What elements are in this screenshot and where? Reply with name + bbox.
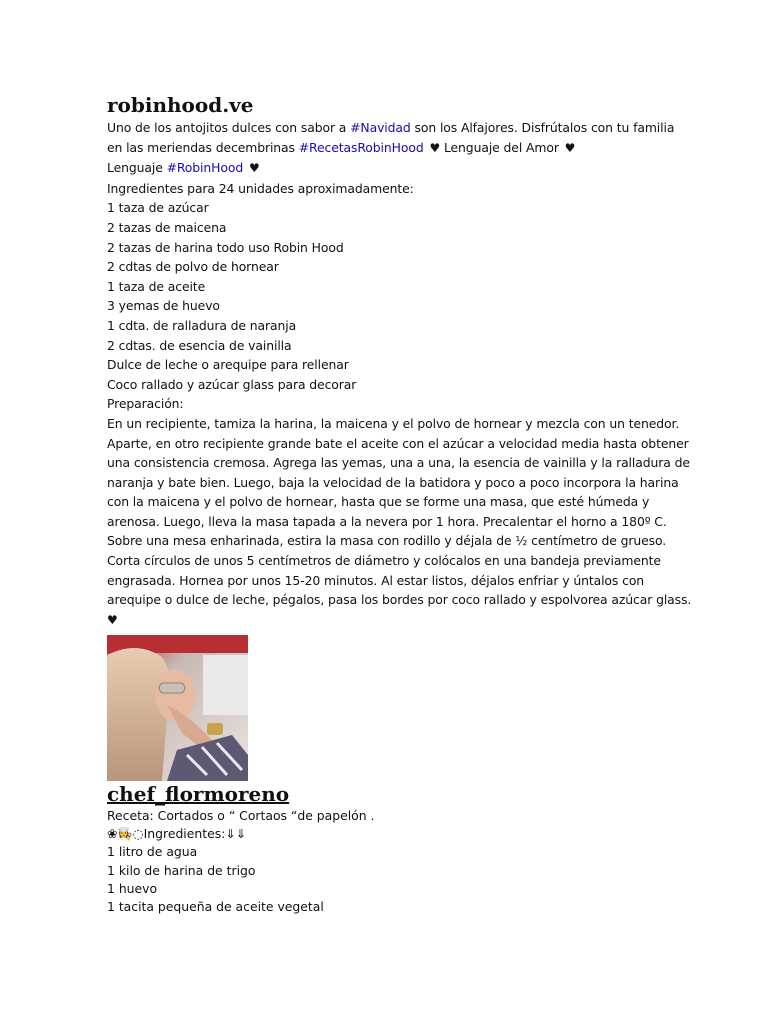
author-username-link[interactable]: chef_flormoreno	[107, 782, 290, 806]
caption-text: Uno de los antojitos dulces con sabor a	[107, 120, 351, 135]
ingredient-item: 2 cdtas de polvo de hornear	[107, 259, 279, 275]
ingredient-item: 1 cdta. de ralladura de naranja	[107, 317, 297, 333]
caption-text: en las meriendas decembrinas	[107, 139, 299, 155]
caption-line-2	[107, 138, 667, 159]
ingredients-label: Ingredientes:⇓⇓	[143, 826, 247, 842]
ingredient-item: 3 yemas de huevo	[107, 298, 220, 314]
post2-caption	[107, 807, 667, 916]
post-caption	[107, 118, 692, 630]
ingredient-item: 1 litro de agua	[107, 844, 198, 860]
ingredient-item: 1 kilo de harina de trigo	[107, 862, 256, 878]
caption-line-1	[107, 118, 675, 138]
post-title: robinhood.ve	[107, 93, 254, 117]
recipe-post-chef	[107, 635, 667, 916]
caption-text: Lenguaje del Amor	[440, 139, 563, 155]
caption-text: Lenguaje	[107, 160, 167, 176]
preparation-line: Aparte, en otro recipiente grande bate el aceite con el azúcar a velocidad media hasta obtener	[107, 435, 689, 451]
ingredient-item: 2 tazas de maicena	[107, 219, 227, 235]
preparation-line: Corta círculos de unos 5 centímetros de diámetro y colócalos en una bandeja previamente	[107, 553, 661, 569]
preparation-line: arequipe o dulce de leche, pégalos, pasa los bordes por coco rallado y espolvorea azúcar glass.	[107, 592, 692, 608]
ingredient-item: Dulce de leche o arequipe para rellenar	[107, 357, 349, 373]
ingredient-item: 1 tacita pequeña de aceite vegetal	[107, 899, 324, 915]
ingredient-item: Coco rallado y azúcar glass para decorar	[107, 376, 357, 392]
hashtag-navidad[interactable]: #Navidad	[350, 120, 411, 135]
recipe-post-robinhood	[107, 92, 692, 630]
emoji-glyphs: ❀👩‍🍳◌	[107, 826, 144, 842]
preparation-line: una consistencia cremosa. Agrega las yemas, una a una, la esencia de vainilla y la ralladura de	[107, 455, 690, 471]
heart-icon: ♥	[107, 612, 118, 627]
ingredient-item: 1 taza de azúcar	[107, 200, 209, 216]
preparation-line: Sobre una mesa enharinada, estira la masa con rodillo y déjala de ½ centímetro de grueso.	[107, 533, 667, 549]
ingredient-item: 1 huevo	[107, 880, 158, 896]
ingredient-item: 2 cdtas. de esencia de vainilla	[107, 337, 292, 353]
caption-text: son los Alfajores. Disfrútalos con tu familia	[410, 120, 675, 135]
preparation-heading: Preparación:	[107, 396, 184, 412]
ingredient-item: 1 taza de aceite	[107, 278, 206, 294]
heart-icon: ♥	[248, 161, 260, 176]
preparation-line: naranja y bate bien. Luego, baja la velocidad de la batidora y poco a poco incorpora la harina	[107, 474, 679, 490]
hashtag-recetas-robinhood[interactable]: #RecetasRobinHood	[298, 139, 424, 155]
heart-icon: ♥	[429, 140, 441, 155]
heart-icon: ♥	[564, 140, 576, 155]
preparation-line: con la maicena y el polvo de hornear, hasta que se forme una masa, que esté húmeda y	[107, 494, 650, 510]
preparation-end	[107, 610, 667, 631]
preparation-line: En un recipiente, tamiza la harina, la maicena y el polvo de hornear y mezcla con un tenedor.	[107, 415, 680, 431]
hashtag-robinhood[interactable]: #RobinHood	[166, 160, 244, 176]
recipe-line: Receta: Cortados o “ Cortaos “de papelón .	[107, 808, 375, 823]
ingredients-heading: Ingredientes para 24 unidades aproximadamente:	[107, 180, 414, 196]
ingredients-heading-2	[107, 825, 667, 843]
ingredient-item: 2 tazas de harina todo uso Robin Hood	[107, 239, 344, 255]
preparation-line: engrasada. Hornea por unos 15-20 minutos. Al estar listos, déjalos enfriar y úntalos con	[107, 572, 645, 588]
caption-line-3	[107, 158, 667, 179]
profile-photo-image	[107, 635, 248, 781]
profile-photo[interactable]	[107, 635, 248, 781]
preparation-line: arenosa. Luego, lleva la masa tapada a la nevera por 1 hora. Precalentar el horno a 180º C.	[107, 513, 667, 529]
